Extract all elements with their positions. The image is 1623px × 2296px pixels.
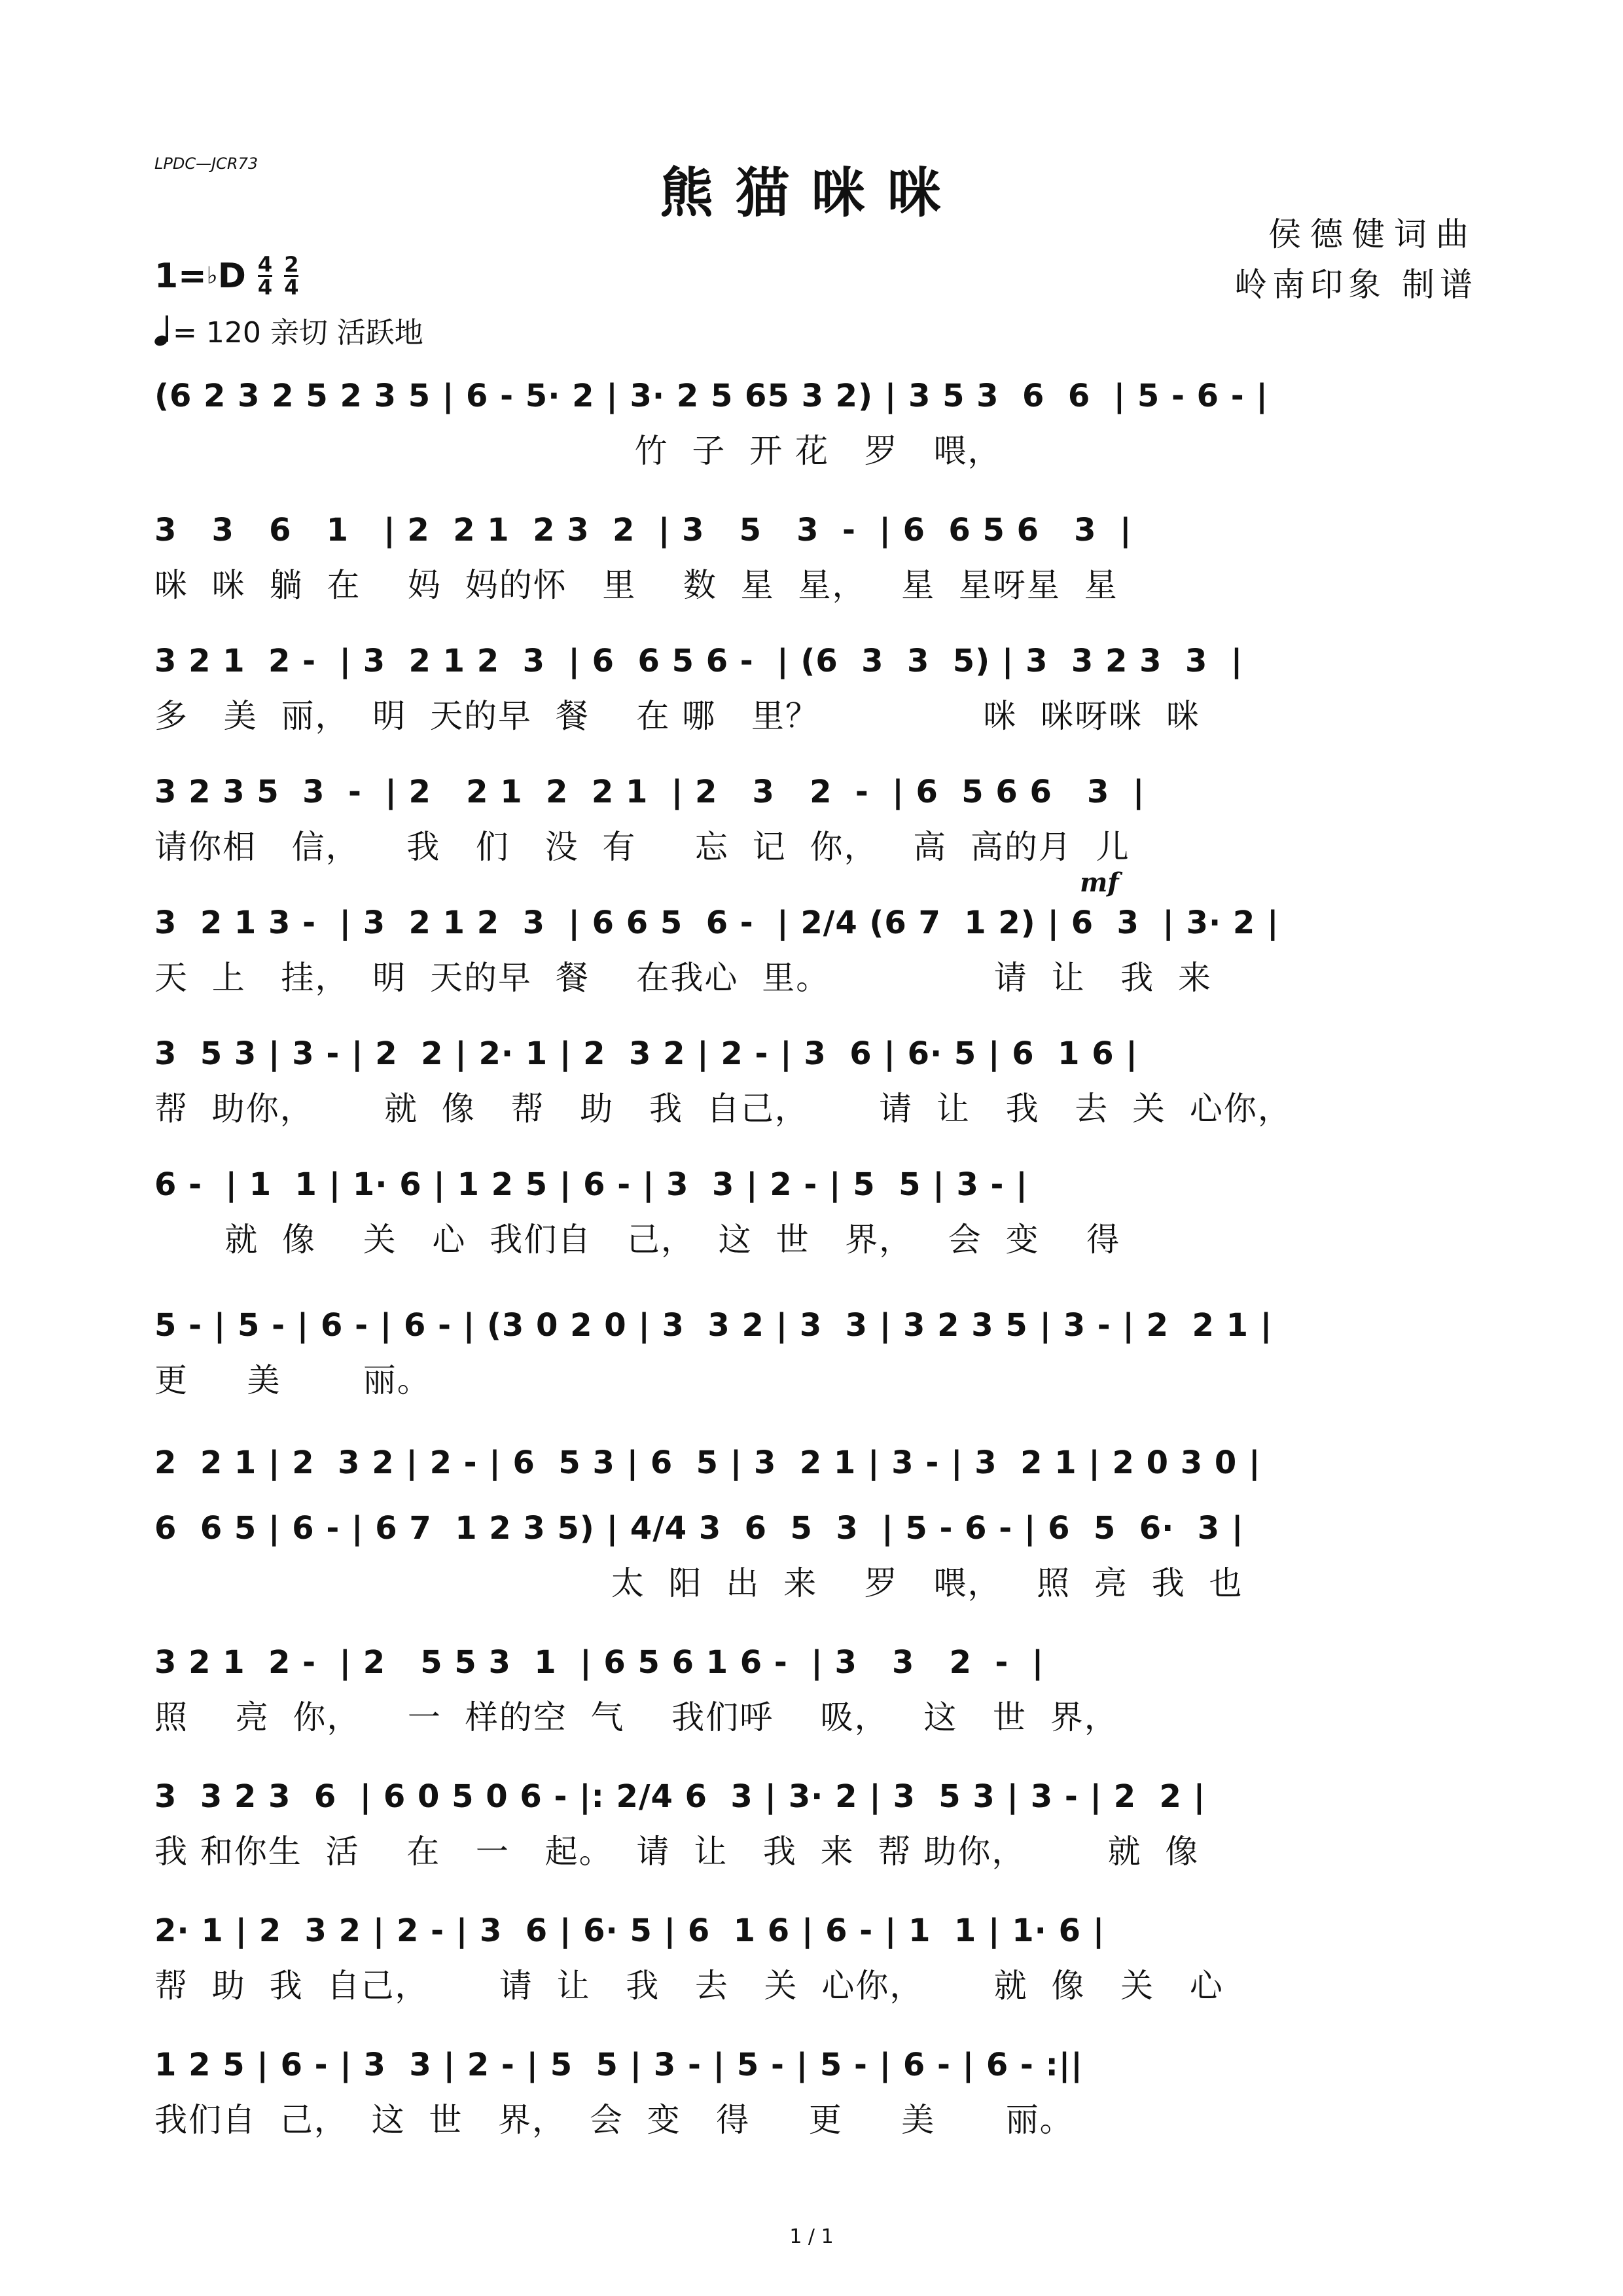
system-11 — [154, 1640, 1474, 1740]
key-signature — [154, 254, 298, 298]
notation-line: (6 2 3 2 5 2 3 5 | 6 - 5· 2 | 3· 2 5 65 3 2) | 3 5 3 6 6 | 5 - 6 - | — [154, 378, 1268, 414]
notation-line: 3 3 2 3 6 | 6 0 5 0 6 - |: 2/4 6 3 | 3· 2 | 3 5 3 | 3 - | 2 2 | — [154, 1778, 1206, 1815]
system-9 — [154, 1440, 1474, 1486]
system-4 — [154, 769, 1474, 870]
page-number: 1 / 1 — [789, 2225, 834, 2248]
time-signature-2-4: $\frac{2}{4}$ — [284, 252, 299, 300]
notation-line: 3 2 3 5 3 - | 2 2 1 2 2 1 | 2 3 2 - | 6 5 6 6 3 | — [154, 774, 1145, 810]
system-13 — [154, 1908, 1474, 2009]
dynamic-mark: mf — [1080, 867, 1119, 898]
system-8 — [154, 1302, 1474, 1403]
lyric-line: 帮 助 我 自己， 请 让 我 去 关 心你， 就 像 关 心 — [154, 1967, 1224, 2005]
notation-line: 3 5 3 | 3 - | 2 2 | 2· 1 | 2 3 2 | 2 - | 3 6 | 6· 5 | 6 1 6 | — [154, 1035, 1138, 1072]
notation-line: 2 2 1 | 2 3 2 | 2 - | 6 5 3 | 6 5 | 3 2 1 | 3 - | 3 2 1 | 2 0 3 0 | — [154, 1444, 1261, 1481]
system-6 — [154, 1031, 1474, 1132]
page-title: 熊猫咪咪 — [659, 162, 963, 224]
quarter-note-icon — [154, 314, 169, 346]
key-note: D — [217, 256, 246, 296]
notation-line: 3 3 6 1 | 2 2 1 2 3 2 | 3 5 3 - | 6 6 5 6 3 | — [154, 512, 1132, 548]
lyric-line: 帮 助你， 就 像 帮 助 我 自己， 请 让 我 去 关 心你， — [154, 1090, 1292, 1128]
time-signature-4-4: $\frac{4}{4}$ — [257, 252, 273, 300]
system-12 — [154, 1774, 1474, 1874]
notation-line: 6 6 5 | 6 - | 6 7 1 2 3 5) | 4/4 3 6 5 3 | 5 - 6 - | 6 5 6· 3 | — [154, 1510, 1244, 1547]
lyric-line: 更 美 丽。 — [154, 1361, 431, 1399]
notation-line: 6 - | 1 1 | 1· 6 | 1 2 5 | 6 - | 3 3 | 2 - | 5 5 | 3 - | — [154, 1166, 1028, 1203]
lyric-line: 天 上 挂， 明 天的早 餐 在我心 里。 请 让 我 来 — [154, 959, 1212, 997]
lyric-line: 太 阳 出 来 罗 喂， 照 亮 我 也 — [154, 1564, 1243, 1602]
flat-icon: ♭ — [206, 262, 218, 289]
notation-line: 1 2 5 | 6 - | 3 3 | 2 - | 5 5 | 3 - | 5 - | 5 - | 6 - | 6 - :|| — [154, 2047, 1083, 2083]
system-1 — [154, 373, 1474, 474]
system-14 — [154, 2042, 1474, 2143]
lyric-line: 请你相 信， 我 们 没 有 忘 记 你， 高 高的月 儿 — [154, 828, 1130, 866]
lyric-line: 咪 咪 躺 在 妈 妈的怀 里 数 星 星， 星 星呀星 星 — [154, 566, 1118, 604]
credit-engraver: 岭南印象 制谱 — [1234, 266, 1478, 304]
lyric-line: 就 像 关 心 我们自 己， 这 世 界， 会 变 得 — [154, 1221, 1121, 1259]
notation-line: 2· 1 | 2 3 2 | 2 - | 3 6 | 6· 5 | 6 1 6 | 6 - | 1 1 | 1· 6 | — [154, 1912, 1105, 1949]
system-2 — [154, 507, 1474, 608]
key-prefix: 1= — [154, 256, 207, 296]
system-10 — [154, 1505, 1474, 1606]
notation-line: 3 2 1 2 - | 3 2 1 2 3 | 6 6 5 6 - | (6 3 3 5) | 3 3 2 3 3 | — [154, 643, 1243, 679]
lyric-line: 我 和你生 活 在 一 起。 请 让 我 来 帮 助你， 就 像 — [154, 1833, 1200, 1871]
system-5 — [154, 900, 1474, 1001]
tempo-marking — [154, 309, 423, 351]
tempo-text: = 120 亲切 活跃地 — [173, 316, 423, 350]
system-3 — [154, 638, 1474, 739]
credit-lyrics-music: 侯德健词曲 — [1268, 215, 1478, 253]
system-7 — [154, 1162, 1474, 1263]
notation-line: 3 2 1 3 - | 3 2 1 2 3 | 6 6 5 6 - | 2/4 (6 7 1 2) | 6 3 | 3· 2 | — [154, 905, 1279, 941]
notation-line: 5 - | 5 - | 6 - | 6 - | (3 0 2 0 | 3 3 2 | 3 3 | 3 2 3 5 | 3 - | 2 2 1 | — [154, 1307, 1273, 1344]
notation-line: 3 2 1 2 - | 2 5 5 3 1 | 6 5 6 1 6 - | 3 3 2 - | — [154, 1644, 1044, 1681]
lyric-line: 多 美 丽， 明 天的早 餐 在 哪 里？ 咪 咪呀咪 咪 — [154, 697, 1201, 735]
lyric-line: 照 亮 你， 一 样的空 气 我们呼 吸， 这 世 界， — [154, 1698, 1118, 1736]
score-code: LPDC—JCR73 — [154, 154, 259, 173]
lyric-line: 我们自 己， 这 世 界， 会 变 得 更 美 丽。 — [154, 2101, 1074, 2139]
lyric-line: 竹 子 开 花 罗 喂， — [154, 432, 1002, 470]
